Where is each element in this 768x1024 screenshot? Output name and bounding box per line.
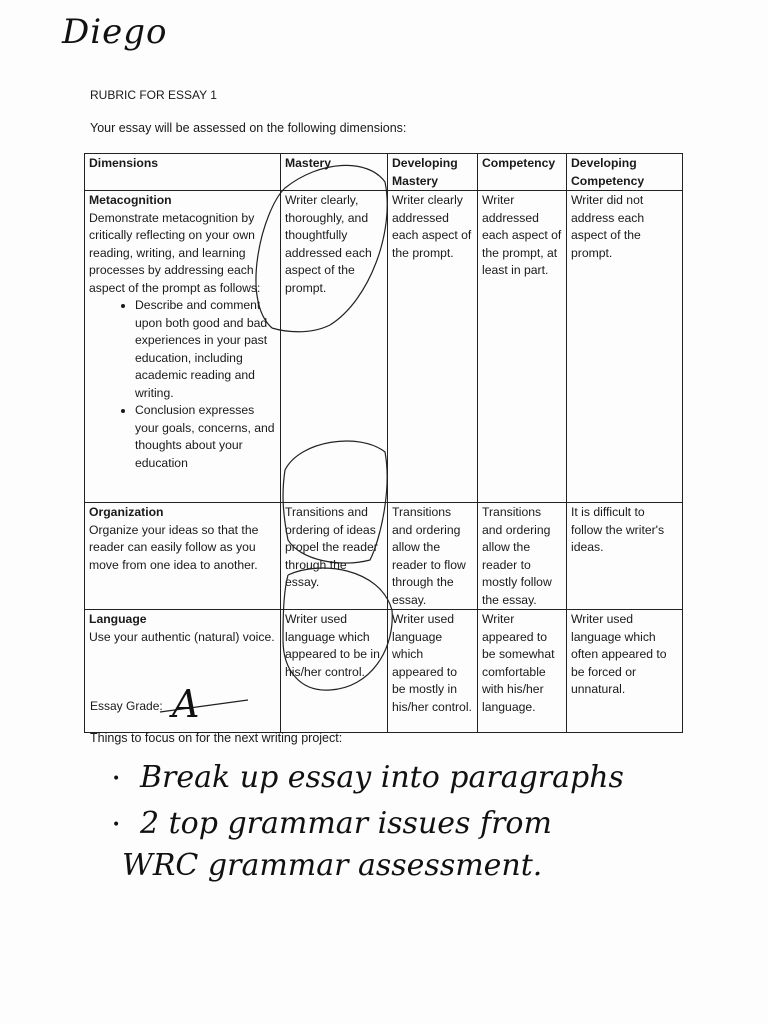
list-item: • Conclusion expresses your goals, concerns, and thoughts about your education xyxy=(135,402,276,472)
document-title: RUBRIC FOR ESSAY 1 xyxy=(90,88,217,102)
note-bullet: • xyxy=(112,771,121,787)
table-row xyxy=(85,191,683,503)
essay-grade-label: Essay Grade: xyxy=(90,699,163,713)
dimension-cell xyxy=(85,503,281,610)
header-developing-competency: Developing Competency xyxy=(567,154,683,191)
table-row xyxy=(85,503,683,610)
note-text: WRC grammar assessment. xyxy=(122,848,543,883)
header-dimensions: Dimensions xyxy=(85,154,281,191)
essay-grade-value: A xyxy=(172,682,200,726)
competency-cell: Transitions and ordering allow the reader to mostly follow the essay. xyxy=(478,503,567,610)
note-text: Break up essay into paragraphs xyxy=(140,760,624,795)
table-header-row xyxy=(85,154,683,191)
developing-competency-cell: It is difficult to follow the writer's ideas. xyxy=(567,503,683,610)
header-mastery: Mastery xyxy=(281,154,388,191)
handwritten-note xyxy=(122,848,542,883)
dimension-name: Organization xyxy=(89,505,164,519)
dimension-name: Metacognition xyxy=(89,193,172,207)
dimension-description: Use your authentic (natural) voice. xyxy=(89,629,275,644)
mastery-cell: Writer clearly, thoroughly, and thoughtfully addressed each aspect of the prompt. xyxy=(281,191,388,503)
note-text: 2 top grammar issues from xyxy=(140,806,552,841)
developing-mastery-cell: Writer clearly addressed each aspect of the prompt. xyxy=(388,191,478,503)
dimension-cell xyxy=(85,191,281,503)
header-developing-mastery: Developing Mastery xyxy=(388,154,478,191)
dimension-description: Demonstrate metacognition by critically reflecting on your own reading, writing, and learning processes by addressing each aspect of the prompt as follows: xyxy=(89,210,261,295)
developing-competency-cell: Writer did not address each aspect of the prompt. xyxy=(567,191,683,503)
competency-cell: Writer appeared to be somewhat comfortable with his/her language. xyxy=(478,610,567,733)
note-bullet: • xyxy=(112,817,121,833)
handwritten-note xyxy=(112,806,552,841)
developing-competency-cell: Writer used language which often appeared to be forced or unnatural. xyxy=(567,610,683,733)
header-competency: Competency xyxy=(478,154,567,191)
mastery-cell: Transitions and ordering of ideas propel the reader through the essay. xyxy=(281,503,388,610)
handwritten-note xyxy=(112,760,624,795)
dimension-bullets xyxy=(89,297,276,472)
focus-label: Things to focus on for the next writing project: xyxy=(90,731,343,745)
rubric-table xyxy=(84,153,683,733)
mastery-cell: Writer used language which appeared to be in his/her control. xyxy=(281,610,388,733)
list-item: • Describe and comment upon both good and bad experiences in your past education, including academic reading and writing. xyxy=(135,297,276,402)
competency-cell: Writer addressed each aspect of the prompt, at least in part. xyxy=(478,191,567,503)
developing-mastery-cell: Transitions and ordering allow the reader to flow through the essay. xyxy=(388,503,478,610)
student-name-handwritten: Diego xyxy=(62,12,168,52)
dimension-name: Language xyxy=(89,612,147,626)
dimension-description: Organize your ideas so that the reader can easily follow as you move from one idea to another. xyxy=(89,522,259,572)
intro-text: Your essay will be assessed on the following dimensions: xyxy=(90,121,407,135)
developing-mastery-cell: Writer used language which appeared to be mostly in his/her control. xyxy=(388,610,478,733)
